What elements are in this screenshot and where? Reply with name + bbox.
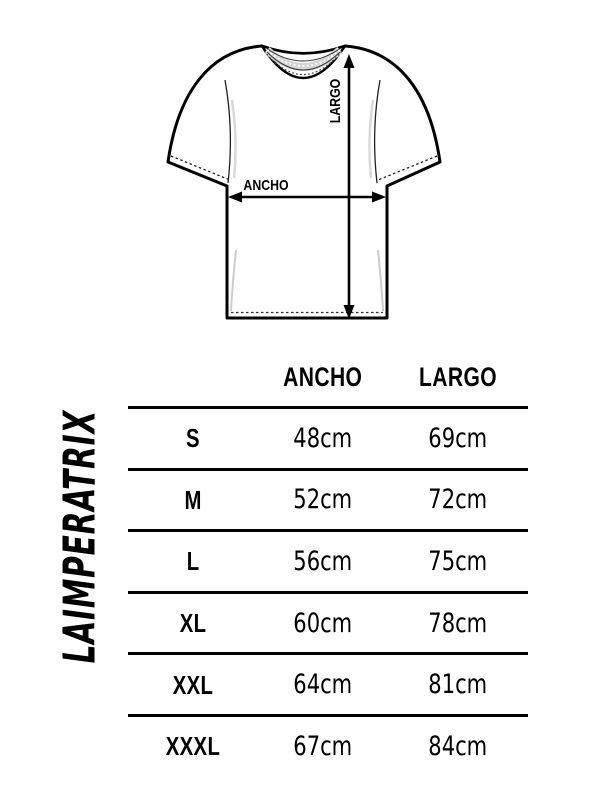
ancho-cell: 48cm: [293, 422, 353, 454]
size-cell: S: [186, 423, 200, 454]
largo-cell: 69cm: [428, 422, 488, 454]
brand-label: LAIMPERATRIX: [53, 410, 105, 664]
table-row-xxxl: [128, 714, 528, 776]
table-row-s: [128, 406, 528, 468]
size-cell: M: [184, 484, 202, 515]
size-table: [128, 348, 528, 776]
table-row-m: [128, 468, 528, 530]
largo-cell: 75cm: [428, 545, 488, 577]
header-ancho-cell: ANCHO: [283, 361, 363, 392]
table-row-xl: [128, 591, 528, 653]
ancho-cell: 52cm: [293, 484, 353, 516]
size-cell: XXXL: [165, 731, 221, 762]
ancho-cell: 64cm: [293, 669, 353, 701]
ancho-cell: 56cm: [293, 545, 353, 577]
size-cell: L: [186, 546, 200, 577]
tshirt-diagram: [0, 0, 600, 345]
size-cell: XL: [179, 608, 207, 639]
brand-vertical-text: [53, 387, 105, 687]
table-header-row: [128, 348, 528, 406]
size-cell: XXL: [172, 669, 214, 700]
header-largo-cell: LARGO: [419, 361, 497, 392]
largo-cell: 84cm: [428, 730, 488, 762]
ancho-cell: 60cm: [293, 607, 353, 639]
table-row-l: [128, 529, 528, 591]
table-row-xxl: [128, 652, 528, 714]
tshirt-outline: [168, 46, 440, 318]
ancho-label: ANCHO: [243, 177, 289, 194]
largo-cell: 78cm: [428, 607, 488, 639]
largo-label: LARGO: [327, 78, 344, 124]
ancho-cell: 67cm: [293, 730, 353, 762]
largo-cell: 72cm: [428, 484, 488, 516]
largo-cell: 81cm: [428, 669, 488, 701]
